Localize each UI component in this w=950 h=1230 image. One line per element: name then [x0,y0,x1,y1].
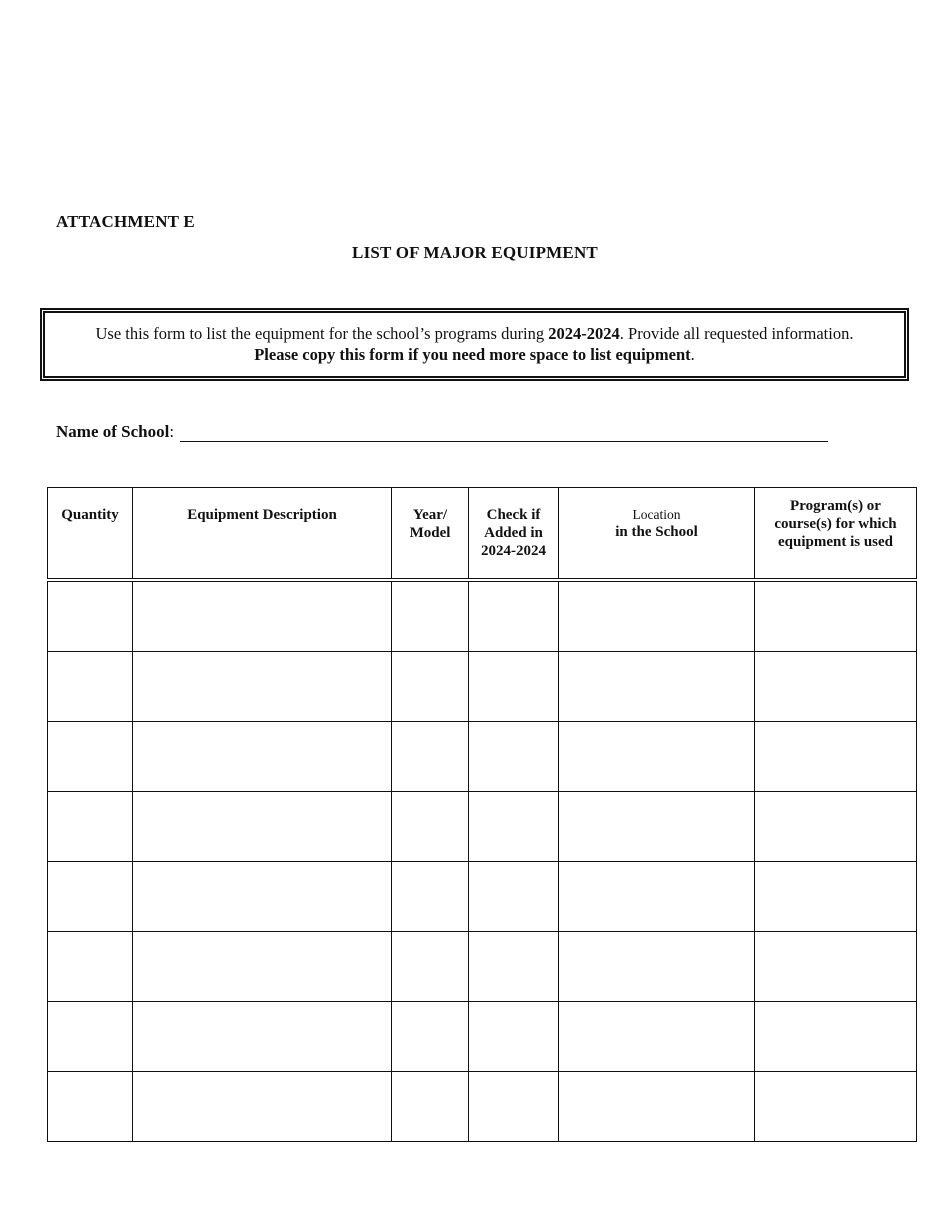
check-added-cell[interactable] [469,651,559,721]
location-cell[interactable] [559,1001,755,1071]
instructions-line-2 [45,344,904,365]
location-cell[interactable] [559,861,755,931]
description-cell[interactable] [133,931,392,1001]
instructions-line-2-end: . [690,345,695,364]
check-added-cell[interactable] [469,931,559,1001]
year-model-cell[interactable] [392,651,469,721]
table-row [48,861,917,931]
instructions-copy-note: Please copy this form if you need more space to list equipment [254,345,691,364]
header-programs: Program(s) or course(s) for which equipment is used [755,488,917,580]
table-header-row [48,488,917,580]
instructions-box [40,308,909,381]
programs-cell[interactable] [755,1071,917,1141]
equipment-table [47,487,917,1142]
description-cell[interactable] [133,721,392,791]
table-row [48,1001,917,1071]
header-check-added: Check if Added in 2024-2024 [469,488,559,580]
programs-cell[interactable] [755,791,917,861]
year-model-cell[interactable] [392,1071,469,1141]
table-row [48,1071,917,1141]
header-equipment-description: Equipment Description [133,488,392,580]
page-title: LIST OF MAJOR EQUIPMENT [352,243,598,262]
location-cell[interactable] [559,1071,755,1141]
header-year-model: Year/ Model [392,488,469,580]
description-cell[interactable] [133,861,392,931]
table-row [48,931,917,1001]
location-cell[interactable] [559,931,755,1001]
programs-cell[interactable] [755,931,917,1001]
location-cell[interactable] [559,651,755,721]
quantity-cell[interactable] [48,791,133,861]
header-location: Location in the School [559,488,755,580]
location-cell[interactable] [559,721,755,791]
quantity-cell[interactable] [48,861,133,931]
school-name-row [56,422,828,442]
instructions-line-1 [45,323,904,344]
check-added-cell[interactable] [469,721,559,791]
programs-cell[interactable] [755,861,917,931]
instructions-text [45,323,904,365]
year-model-cell[interactable] [392,791,469,861]
table-row [48,580,917,652]
description-cell[interactable] [133,580,392,652]
check-added-cell[interactable] [469,580,559,652]
check-added-cell[interactable] [469,1071,559,1141]
description-cell[interactable] [133,651,392,721]
quantity-cell[interactable] [48,580,133,652]
instructions-line-1-text: Use this form to list the equipment for the school’s programs during [95,324,549,343]
description-cell[interactable] [133,791,392,861]
table-row [48,791,917,861]
quantity-cell[interactable] [48,1001,133,1071]
quantity-cell[interactable] [48,721,133,791]
programs-cell[interactable] [755,1001,917,1071]
year-model-cell[interactable] [392,931,469,1001]
instructions-year: 2024-2024 [548,324,620,343]
year-model-cell[interactable] [392,1001,469,1071]
location-cell[interactable] [559,580,755,652]
quantity-cell[interactable] [48,651,133,721]
header-quantity: Quantity [48,488,133,580]
description-cell[interactable] [133,1071,392,1141]
table-row [48,721,917,791]
school-name-field[interactable] [180,422,828,442]
attachment-label: ATTACHMENT E [56,212,195,231]
check-added-cell[interactable] [469,1001,559,1071]
programs-cell[interactable] [755,580,917,652]
programs-cell[interactable] [755,721,917,791]
school-name-colon: : [169,422,175,441]
year-model-cell[interactable] [392,721,469,791]
instructions-line-1-end: . Provide all requested information. [619,324,854,343]
description-cell[interactable] [133,1001,392,1071]
programs-cell[interactable] [755,651,917,721]
quantity-cell[interactable] [48,1071,133,1141]
table-row [48,651,917,721]
location-cell[interactable] [559,791,755,861]
check-added-cell[interactable] [469,791,559,861]
year-model-cell[interactable] [392,580,469,652]
equipment-table-body [48,580,917,1142]
quantity-cell[interactable] [48,931,133,1001]
school-name-label: Name of School [56,422,170,441]
check-added-cell[interactable] [469,861,559,931]
year-model-cell[interactable] [392,861,469,931]
